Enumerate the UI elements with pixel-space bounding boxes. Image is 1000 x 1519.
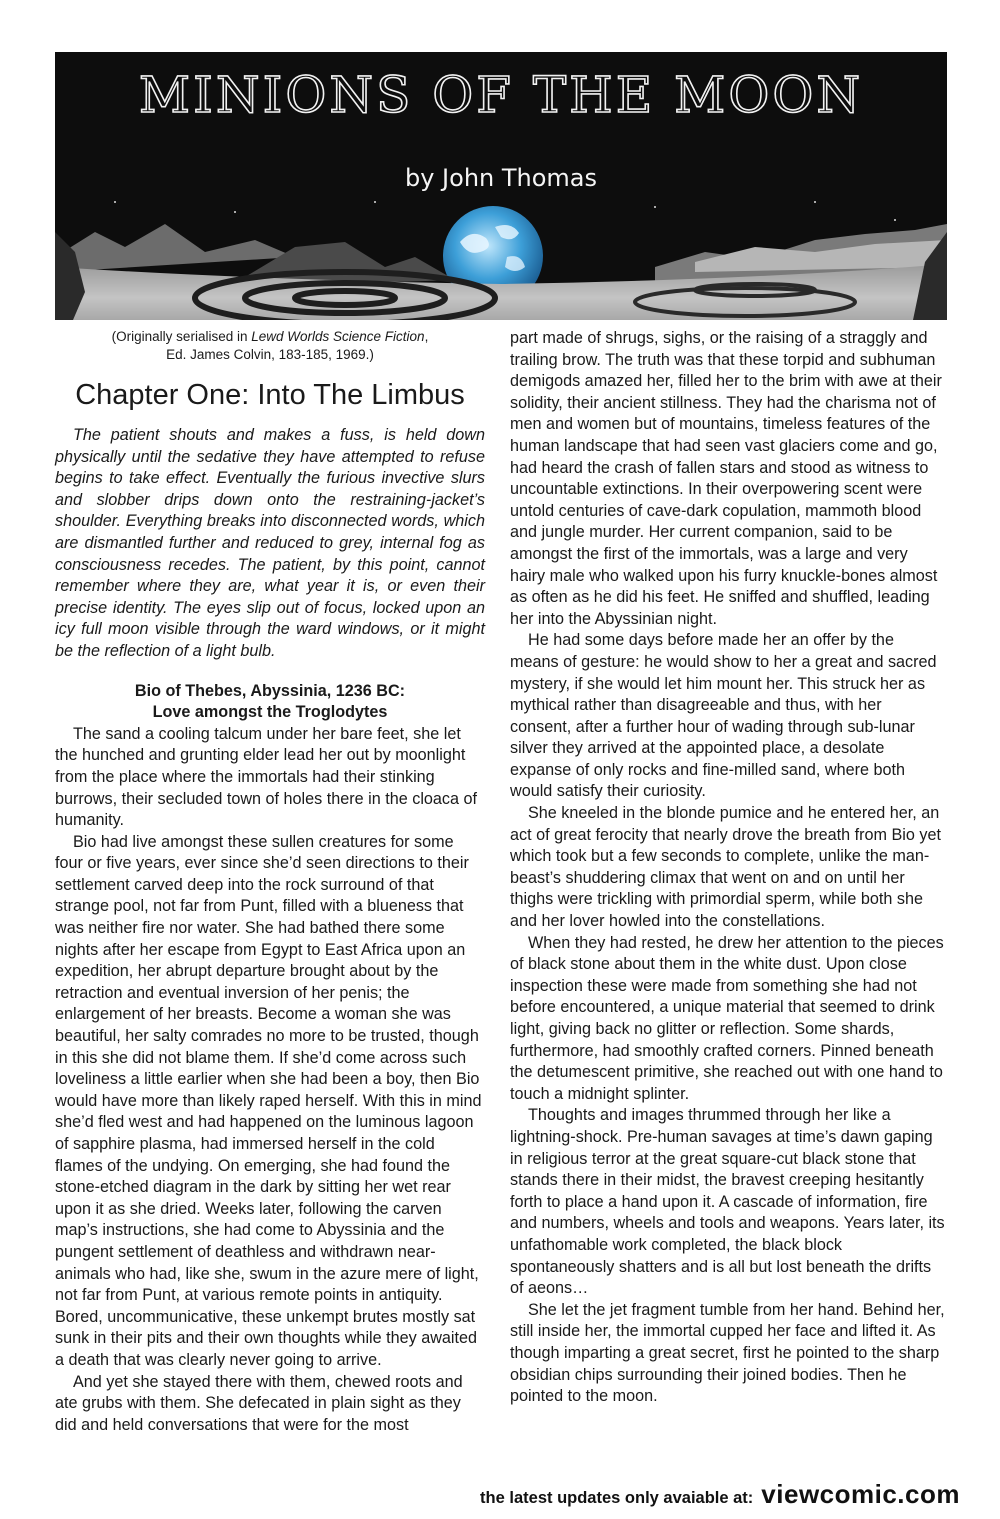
body-paragraph: She kneeled in the blonde pumice and he entered her, an act of great ferocity that nearly drove the breath from Bio yet which took but a few seconds to complete, unlike the man-beast’s shuddering climax that went on and on until her thighs were trickling with primordial sperm, while both she and her lover howled into the constellations. [510,804,941,931]
source-note [55,328,485,364]
footer-site-link[interactable]: viewcomic.com [761,1479,960,1509]
intro-paragraph: The patient shouts and makes a fuss, is held down physically until the sedative they have attempted to refuse begins to take effect. Eventually the furious invective slurs and slobber drips down onto the restraining-jacket’s shoulder. Everything breaks into disconnected words, which are dismantled further and reduced to grey, internal fog as consciousness recedes. The patient, by this point, cannot remember where they are, what year it is, or even their precise identity. The eyes slip out of focus, locked upon an icy full moon visible through the ward windows, or it might be the reflection of a light bulb. [55,426,485,660]
chapter-title: Chapter One: Into The Limbus [75,379,465,411]
source-note-editor: Ed. James Colvin, 183-185, 1969.) [166,347,374,362]
body-paragraph: The sand a cooling talcum under her bare feet, she let the hunched and grunting elder lead her out by moonlight from the place where the immortals had their stinking burrows, their secluded town of holes there in the cloaca of humanity. [55,724,478,830]
title-banner [55,52,947,320]
source-note-prefix: (Originally serialised in [111,329,252,344]
body-paragraph: He had some days before made her an offer by the means of gesture: he would show to her a great and sacred mystery, if she would let him mount her. This struck her as mythical rather than disagreeable and thus, with her consent, after a further hour of wading through sub-lunar silver they arrived at the appointed place, a desolate expanse of only rocks and fine-milled sand, where both would satisfy their curiosity. [510,631,937,801]
right-column [510,328,945,1408]
author-byline: by John Thomas [404,164,598,192]
body-paragraph: She let the jet fragment tumble from her hand. Behind her, still inside her, the immortal cupped her face and lifted it. As though imparting a great secret, first he pointed to the sharp obsidian chips surrounding their joined bodies. Then he pointed to the moon. [510,1300,945,1406]
source-publication: Lewd Worlds Science Fiction [251,329,425,344]
body-paragraph: Thoughts and images thrummed through her like a lightning-shock. Pre-human savages at time’s dawn gaping in religious terror at the great square-cut black stone that stands there in their midst, the bravest creeping hesitantly forth to place a hand upon it. A cascade of information, fire and numbers, wheels and tools and weapons. Years later, its unfathomable work completed, the black block spontaneously shatters and is all but lost beneath the drifts of aeons… [510,1106,945,1298]
source-note-suffix: , [424,329,429,344]
footer-label: the latest updates only avaiable at: [480,1489,754,1507]
story-title: MINIONS OF THE MOON [138,66,864,124]
left-column [55,328,485,1436]
body-paragraph: part made of shrugs, sighs, or the raising of a straggly and trailing brow. The truth was that these torpid and subhuman demigods amazed her, filled her to the brim with awe at their solidity, their ancient stillness. They had the charisma not of men and women but of mountains, timeless features of the human landscape that had seen vast glaciers come and go, had heard the crash of fallen stars and stood as witness to uncountable extinctions. In their overpowering scent were untold centuries of cave-dark copulation, mammoth blood and jungle murder. Her current companion, said to be amongst the first of the immortals, was a large and very hairy male who walked upon his furry knuckle-bones almost as often as he did his feet. He sniffed and shuffled, leading her into the Abyssinian night. [510,329,942,628]
footer-watermark [480,1479,960,1510]
scene-heading-line2: Love amongst the Troglodytes [152,703,388,722]
body-paragraph: Bio had live amongst these sullen creatures for some four or five years, ever since she’d seen directions to their settlement carved deep into the rock surround of that strange pool, not far from Punt, filled with a blueness that was neither fire nor water. She had bathed there some nights after her escape from Egypt to East Africa upon an expedition, her abrupt departure brought about by the retraction and eventual inversion of her penis; the enlargement of her breasts. Become a woman she was beautiful, her salty comrades no more to be trusted, though in this she did not blame them. If she’d come across such loveliness a little earlier when she had been a boy, then Bio would have more than likely raped herself. With this in mind she’d fled west and had happened on the luminous lagoon of sapphire plasma, had immersed herself in the cold flames of the undying. On emerging, she had found the stone-etched diagram in the dark by sitting her wet rear upon it as she dried. Weeks later, following the carven map’s instructions, she had come to Abyssinia and the pungent settlement of deathless and withdrawn near-animals who had, like she, swum in the azure mere of light, not far from Punt, at various remote points in antiquity. Bored, uncommunicative, these unkempt brutes mostly sat sunk in their pits and their own thoughts while they awaited a death that was clearly never going to arrive. [55,832,482,1369]
scene-heading [55,681,485,724]
scene-heading-line1: Bio of Thebes, Abyssinia, 1236 BC: [134,681,406,700]
body-paragraph: And yet she stayed there with them, chewed roots and ate grubs with them. She defecated in plain sight as they did and held conversations that were for the most [55,1372,463,1434]
body-paragraph: When they had rested, he drew her attention to the pieces of black stone about them in the white dust. Upon close inspection these were made from something she had not before encountered, a unique material that seemed to drink light, giving back no glitter or reflection. Some shards, furthermore, had smoothly crafted corners. Pinned beneath the detumescent primitive, she reached out with one hand to touch a midnight splinter. [510,933,944,1103]
